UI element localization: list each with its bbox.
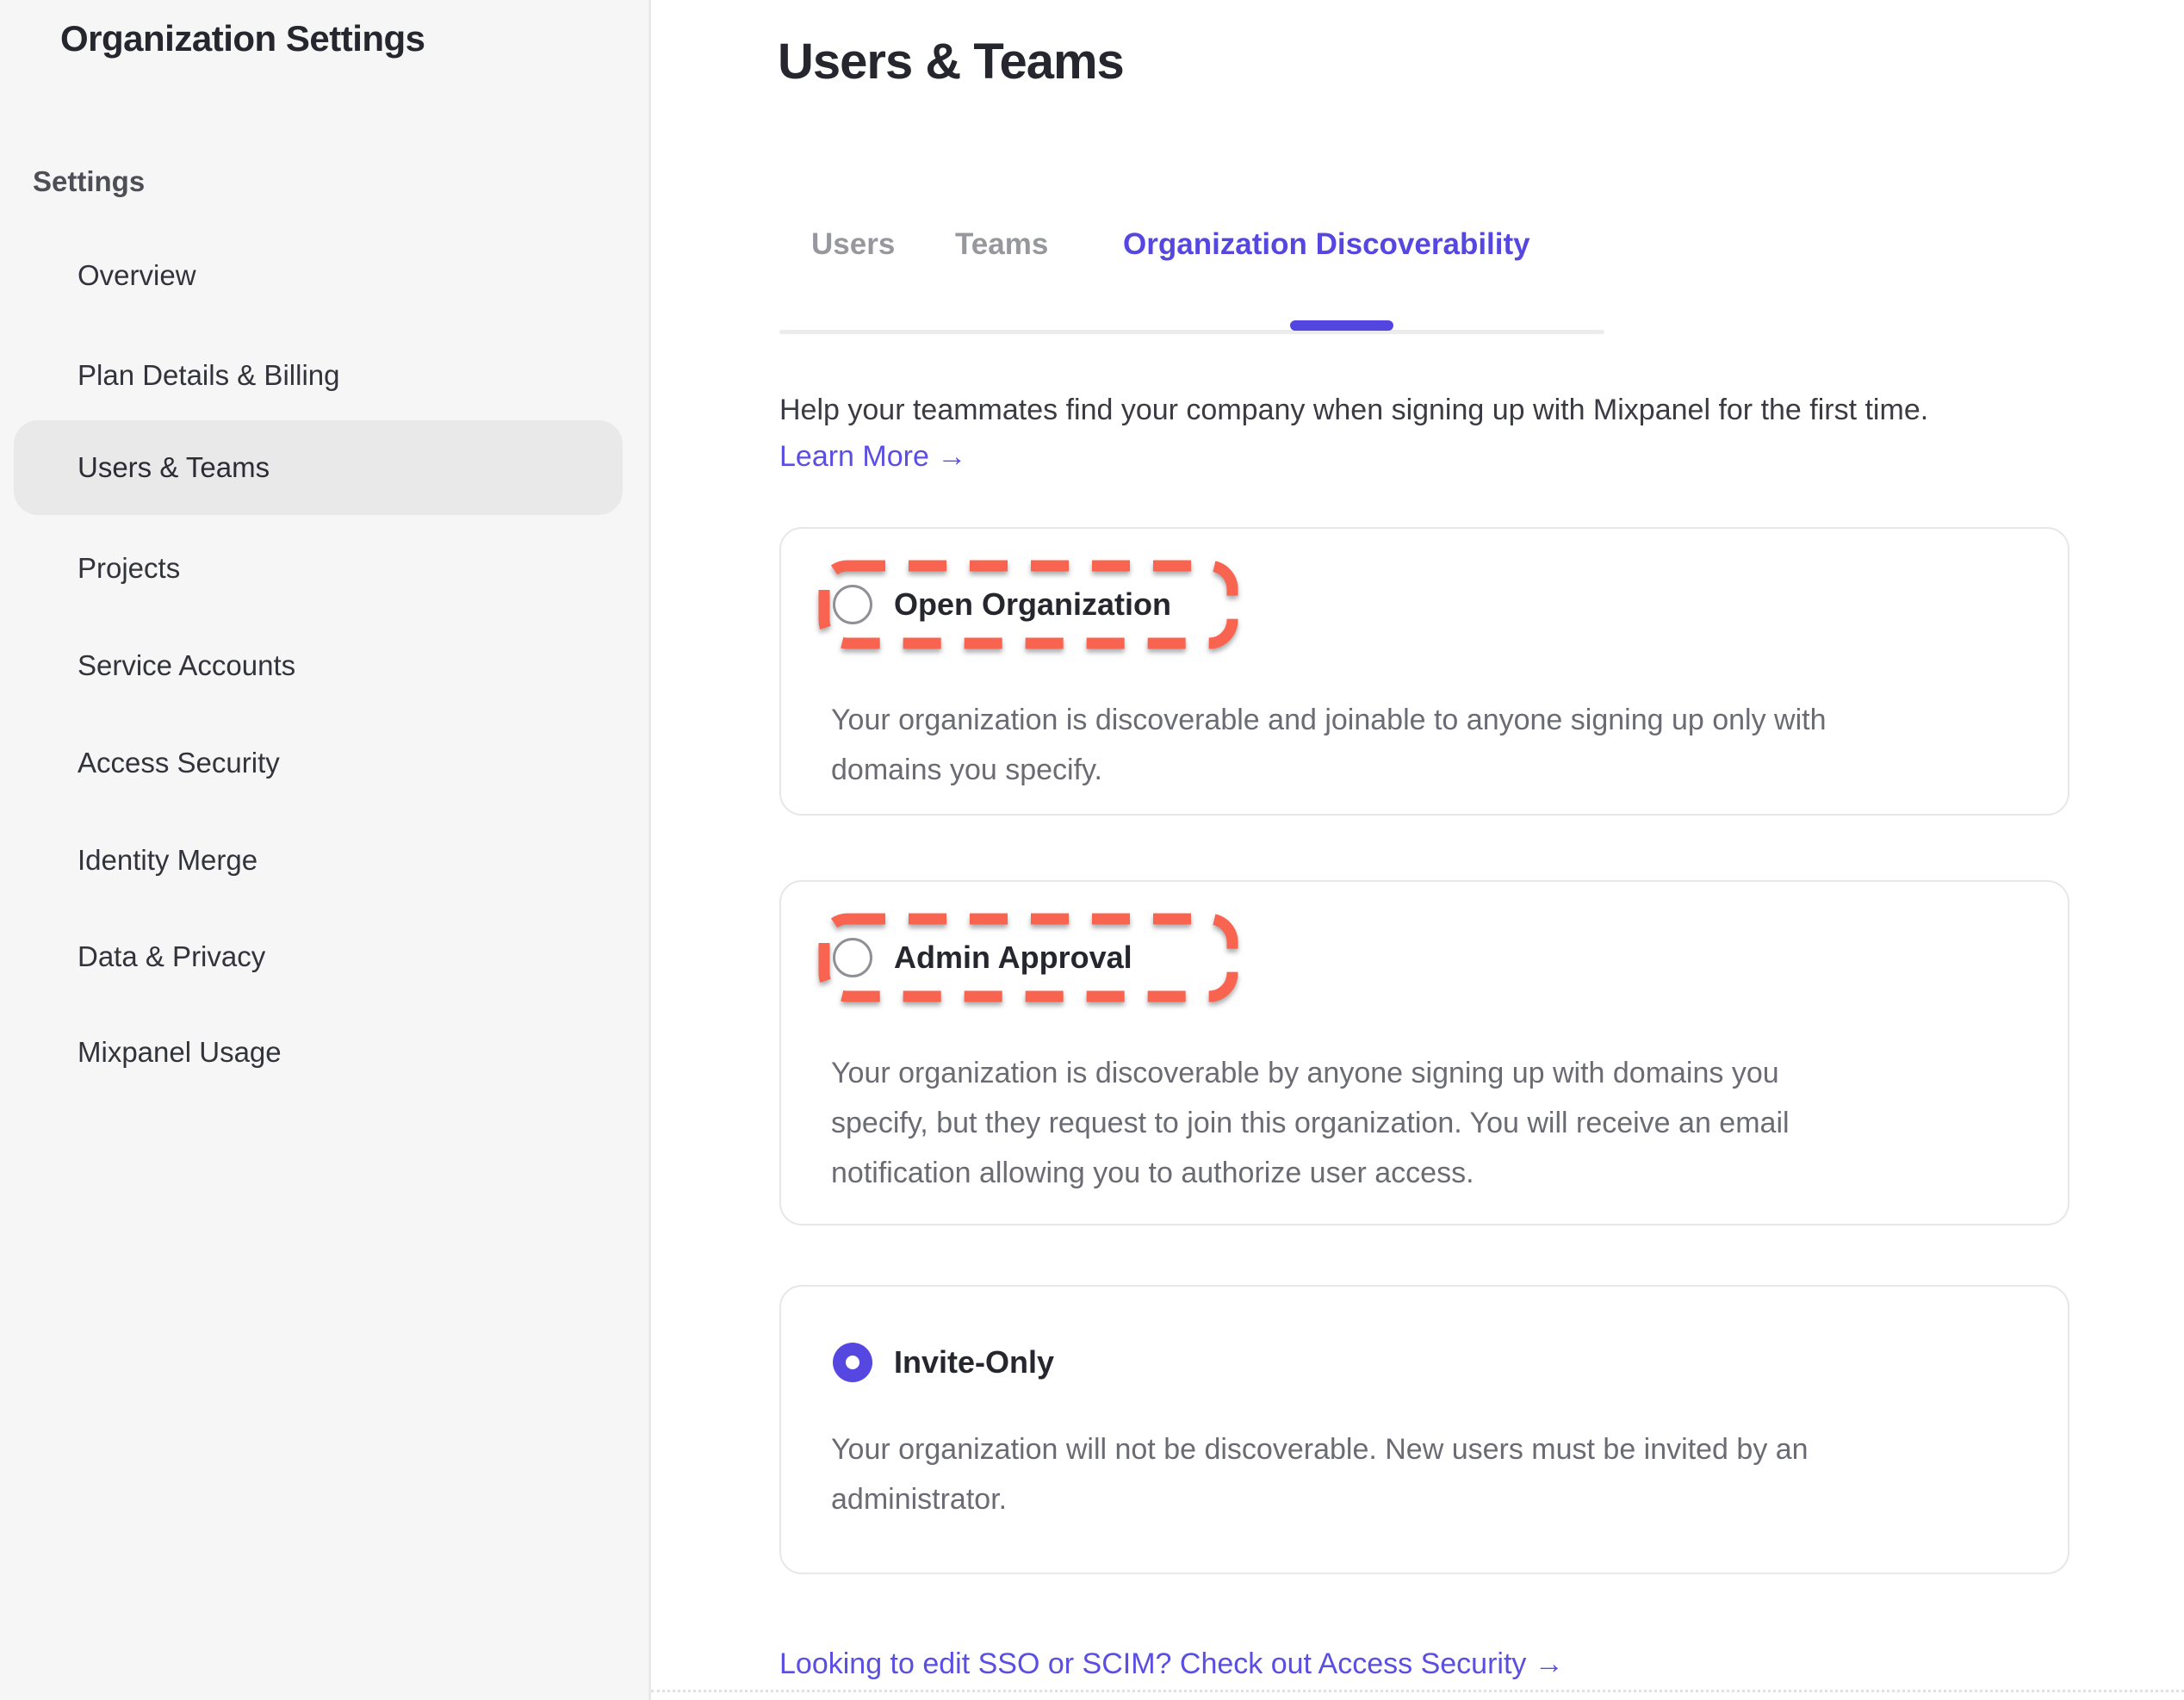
option-description-line: specify, but they request to join this organization. You will receive an email <box>831 1107 1790 1139</box>
option-label[interactable]: Invite-Only <box>894 1344 1055 1380</box>
option-row-admin-approval[interactable] <box>818 913 1238 1002</box>
option-description-line: Your organization will not be discoverable. New users must be invited by an <box>831 1433 1809 1466</box>
section-divider <box>651 1690 2184 1692</box>
page-title: Users & Teams <box>778 34 1124 90</box>
radio-invite-only[interactable] <box>833 1343 872 1382</box>
option-row-invite-only[interactable] <box>818 1318 1238 1407</box>
option-card-invite-only <box>779 1285 2069 1574</box>
access-security-link-label: Looking to edit SSO or SCIM? Check out Access Security <box>779 1647 1527 1680</box>
sidebar <box>0 0 651 1700</box>
option-description-line: administrator. <box>831 1483 1008 1516</box>
option-description-line: Your organization is discoverable by anyone signing up with domains you <box>831 1057 1779 1089</box>
option-description <box>831 1048 1790 1198</box>
learn-more-link[interactable] <box>779 436 966 477</box>
intro-text: Help your teammates find your company when signing up with Mixpanel for the first time. <box>779 394 1929 426</box>
radio-admin-approval[interactable] <box>833 938 872 977</box>
option-card-admin-approval <box>779 880 2069 1225</box>
tab-organization-discoverability[interactable]: Organization Discoverability <box>1123 227 1530 261</box>
active-tab-indicator <box>1290 320 1393 331</box>
access-security-link[interactable] <box>779 1643 1564 1684</box>
sidebar-title: Organization Settings <box>60 18 425 59</box>
radio-open-organization[interactable] <box>833 585 872 624</box>
sidebar-item-data-privacy[interactable]: Data & Privacy <box>78 940 266 972</box>
option-row-open-organization[interactable] <box>818 560 1238 649</box>
sidebar-item-plan-details-billing[interactable]: Plan Details & Billing <box>78 359 340 391</box>
sidebar-item-projects[interactable]: Projects <box>78 552 181 584</box>
option-description <box>831 695 1827 795</box>
sidebar-item-users-teams[interactable] <box>14 420 623 515</box>
sidebar-item-mixpanel-usage[interactable]: Mixpanel Usage <box>78 1036 282 1068</box>
option-description-line: Your organization is discoverable and joinable to anyone signing up only with <box>831 704 1827 736</box>
arrow-right-icon: → <box>1534 1647 1564 1680</box>
sidebar-item-identity-merge[interactable]: Identity Merge <box>78 844 258 876</box>
arrow-right-icon: → <box>937 440 967 473</box>
sidebar-section-label: Settings <box>33 165 146 197</box>
main-content <box>651 0 2184 1700</box>
tab-users[interactable]: Users <box>811 227 896 261</box>
option-description-line: notification allowing you to authorize user access. <box>831 1157 1474 1189</box>
option-description-line: domains you specify. <box>831 754 1102 786</box>
learn-more-label: Learn More <box>779 440 929 473</box>
tab-teams[interactable]: Teams <box>955 227 1049 261</box>
sidebar-item-overview[interactable]: Overview <box>78 259 196 291</box>
option-card-open-organization <box>779 527 2069 816</box>
sidebar-item-access-security[interactable]: Access Security <box>78 747 280 779</box>
option-label[interactable]: Open Organization <box>894 586 1172 622</box>
option-label[interactable]: Admin Approval <box>894 940 1132 975</box>
option-description <box>831 1424 1809 1524</box>
sidebar-item-label: Users & Teams <box>78 451 270 483</box>
tab-divider <box>779 330 1604 334</box>
sidebar-item-service-accounts[interactable]: Service Accounts <box>78 649 296 681</box>
